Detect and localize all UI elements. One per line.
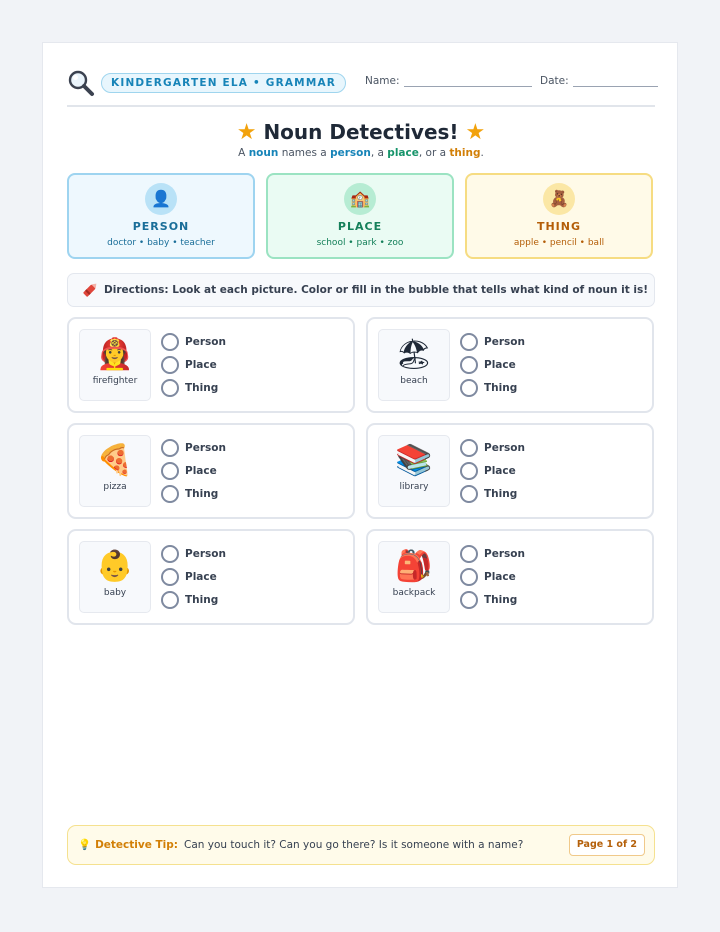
school-icon: 🏫 [344, 183, 376, 215]
option-label: Place [484, 464, 516, 477]
baby-icon: 👶 [96, 549, 134, 584]
grade-subject-badge: KINDERGARTEN ELA • GRAMMAR [101, 73, 346, 93]
option-label: Place [185, 464, 217, 477]
books-icon: 📚 [395, 443, 433, 478]
backpack-icon: 🎒 [395, 549, 433, 584]
answer-options [161, 437, 226, 506]
page-title [43, 119, 679, 146]
answer-bubble[interactable] [460, 333, 478, 351]
answer-bubble[interactable] [161, 485, 179, 503]
definition-place: place [387, 147, 419, 159]
answer-bubble[interactable] [460, 568, 478, 586]
option-person[interactable] [460, 331, 525, 354]
answer-bubble[interactable] [161, 333, 179, 351]
star-icon: ★ [236, 120, 257, 145]
option-thing[interactable] [460, 589, 525, 612]
option-place[interactable] [460, 354, 525, 377]
definition-text: A [238, 147, 246, 159]
answer-bubble[interactable] [460, 545, 478, 563]
question-card-beach [366, 317, 654, 413]
option-label: Place [484, 358, 516, 371]
category-card-thing [465, 173, 653, 259]
option-person[interactable] [161, 331, 226, 354]
answer-options [460, 543, 525, 612]
tip-text: Can you touch it? Can you go there? Is it someone with a name? [184, 839, 524, 851]
option-label: Person [185, 441, 226, 454]
header-divider [67, 105, 655, 107]
answer-bubble[interactable] [161, 379, 179, 397]
picture-box [79, 541, 151, 613]
pizza-icon: 🍕 [96, 443, 134, 478]
option-thing[interactable] [161, 377, 226, 400]
option-person[interactable] [161, 437, 226, 460]
title-text: Noun Detectives! [263, 120, 459, 144]
definition-text: names a [281, 147, 327, 159]
page-number-badge: Page 1 of 2 [569, 834, 645, 856]
answer-bubble[interactable] [460, 591, 478, 609]
name-label: Name: [365, 75, 400, 87]
answer-bubble[interactable] [460, 485, 478, 503]
answer-bubble[interactable] [161, 568, 179, 586]
picture-word: baby [103, 588, 127, 598]
option-person[interactable] [460, 437, 525, 460]
option-place[interactable] [161, 354, 226, 377]
answer-bubble[interactable] [460, 462, 478, 480]
option-label: Thing [185, 487, 219, 500]
question-card-library [366, 423, 654, 519]
category-name: PERSON [132, 220, 190, 233]
option-place[interactable] [460, 566, 525, 589]
definition-noun: noun [248, 147, 279, 159]
option-label: Place [484, 570, 516, 583]
picture-word: library [399, 482, 429, 492]
beach-umbrella-icon: 🏖 [394, 337, 434, 372]
category-examples: school • park • zoo [316, 238, 404, 248]
picture-word: pizza [103, 482, 127, 492]
option-thing[interactable] [460, 377, 525, 400]
option-thing[interactable] [460, 483, 525, 506]
magnifying-glass-icon [67, 69, 95, 97]
option-label: Thing [484, 593, 518, 606]
category-name: THING [536, 220, 582, 233]
category-name: PLACE [337, 220, 383, 233]
option-label: Thing [185, 381, 219, 394]
tip-label: Detective Tip: [95, 839, 178, 851]
answer-options [460, 331, 525, 400]
answer-options [161, 331, 226, 400]
picture-box [378, 329, 450, 401]
star-icon: ★ [465, 120, 486, 145]
firefighter-icon: 👩‍🚒 [96, 337, 134, 372]
question-card-baby [67, 529, 355, 625]
picture-word: beach [400, 376, 428, 386]
answer-bubble[interactable] [161, 439, 179, 457]
name-field[interactable] [365, 75, 532, 87]
category-card-place [266, 173, 454, 259]
option-label: Person [484, 441, 525, 454]
person-icon: 👤 [145, 183, 177, 215]
category-examples: doctor • baby • teacher [107, 238, 215, 248]
picture-word: backpack [392, 588, 436, 598]
answer-options [161, 543, 226, 612]
definition-person: person [330, 147, 371, 159]
picture-word: firefighter [92, 376, 138, 386]
worksheet-page [42, 42, 678, 888]
name-line[interactable] [404, 86, 532, 87]
answer-bubble[interactable] [460, 379, 478, 397]
crayon-icon [80, 280, 100, 300]
lightbulb-icon: 💡 [78, 839, 92, 851]
definition-text: , or a [418, 147, 447, 159]
answer-bubble[interactable] [161, 356, 179, 374]
question-card-firefighter [67, 317, 355, 413]
date-label: Date: [540, 75, 569, 87]
answer-options [460, 437, 525, 506]
category-card-person [67, 173, 255, 259]
option-place[interactable] [161, 566, 226, 589]
option-label: Place [185, 358, 217, 371]
option-label: Person [484, 547, 525, 560]
option-label: Thing [484, 381, 518, 394]
option-thing[interactable] [161, 589, 226, 612]
question-card-backpack [366, 529, 654, 625]
option-place[interactable] [460, 460, 525, 483]
answer-bubble[interactable] [460, 356, 478, 374]
question-card-pizza [67, 423, 355, 519]
worksheet-header [67, 67, 655, 107]
detective-tip-bar [67, 825, 655, 865]
picture-box [378, 435, 450, 507]
definition-text: . [480, 147, 484, 159]
directions-box [67, 273, 655, 307]
picture-box [378, 541, 450, 613]
option-thing[interactable] [161, 483, 226, 506]
answer-bubble[interactable] [161, 462, 179, 480]
option-label: Thing [185, 593, 219, 606]
definition-thing: thing [449, 147, 481, 159]
answer-bubble[interactable] [161, 545, 179, 563]
option-label: Person [185, 547, 226, 560]
answer-bubble[interactable] [161, 591, 179, 609]
option-person[interactable] [460, 543, 525, 566]
option-label: Place [185, 570, 217, 583]
option-label: Person [484, 335, 525, 348]
teddy-bear-icon: 🧸 [543, 183, 575, 215]
category-examples: apple • pencil • ball [513, 238, 605, 248]
noun-definition [43, 147, 679, 159]
picture-box [79, 329, 151, 401]
option-person[interactable] [161, 543, 226, 566]
option-label: Thing [484, 487, 518, 500]
definition-text: a [377, 147, 384, 159]
option-label: Person [185, 335, 226, 348]
date-field[interactable] [540, 75, 658, 87]
answer-bubble[interactable] [460, 439, 478, 457]
picture-box [79, 435, 151, 507]
definition-text: , [370, 147, 375, 159]
directions-text: Directions: Look at each picture. Color or fill in the bubble that tells what kind of noun it is! [104, 284, 649, 296]
date-line[interactable] [573, 86, 658, 87]
option-place[interactable] [161, 460, 226, 483]
